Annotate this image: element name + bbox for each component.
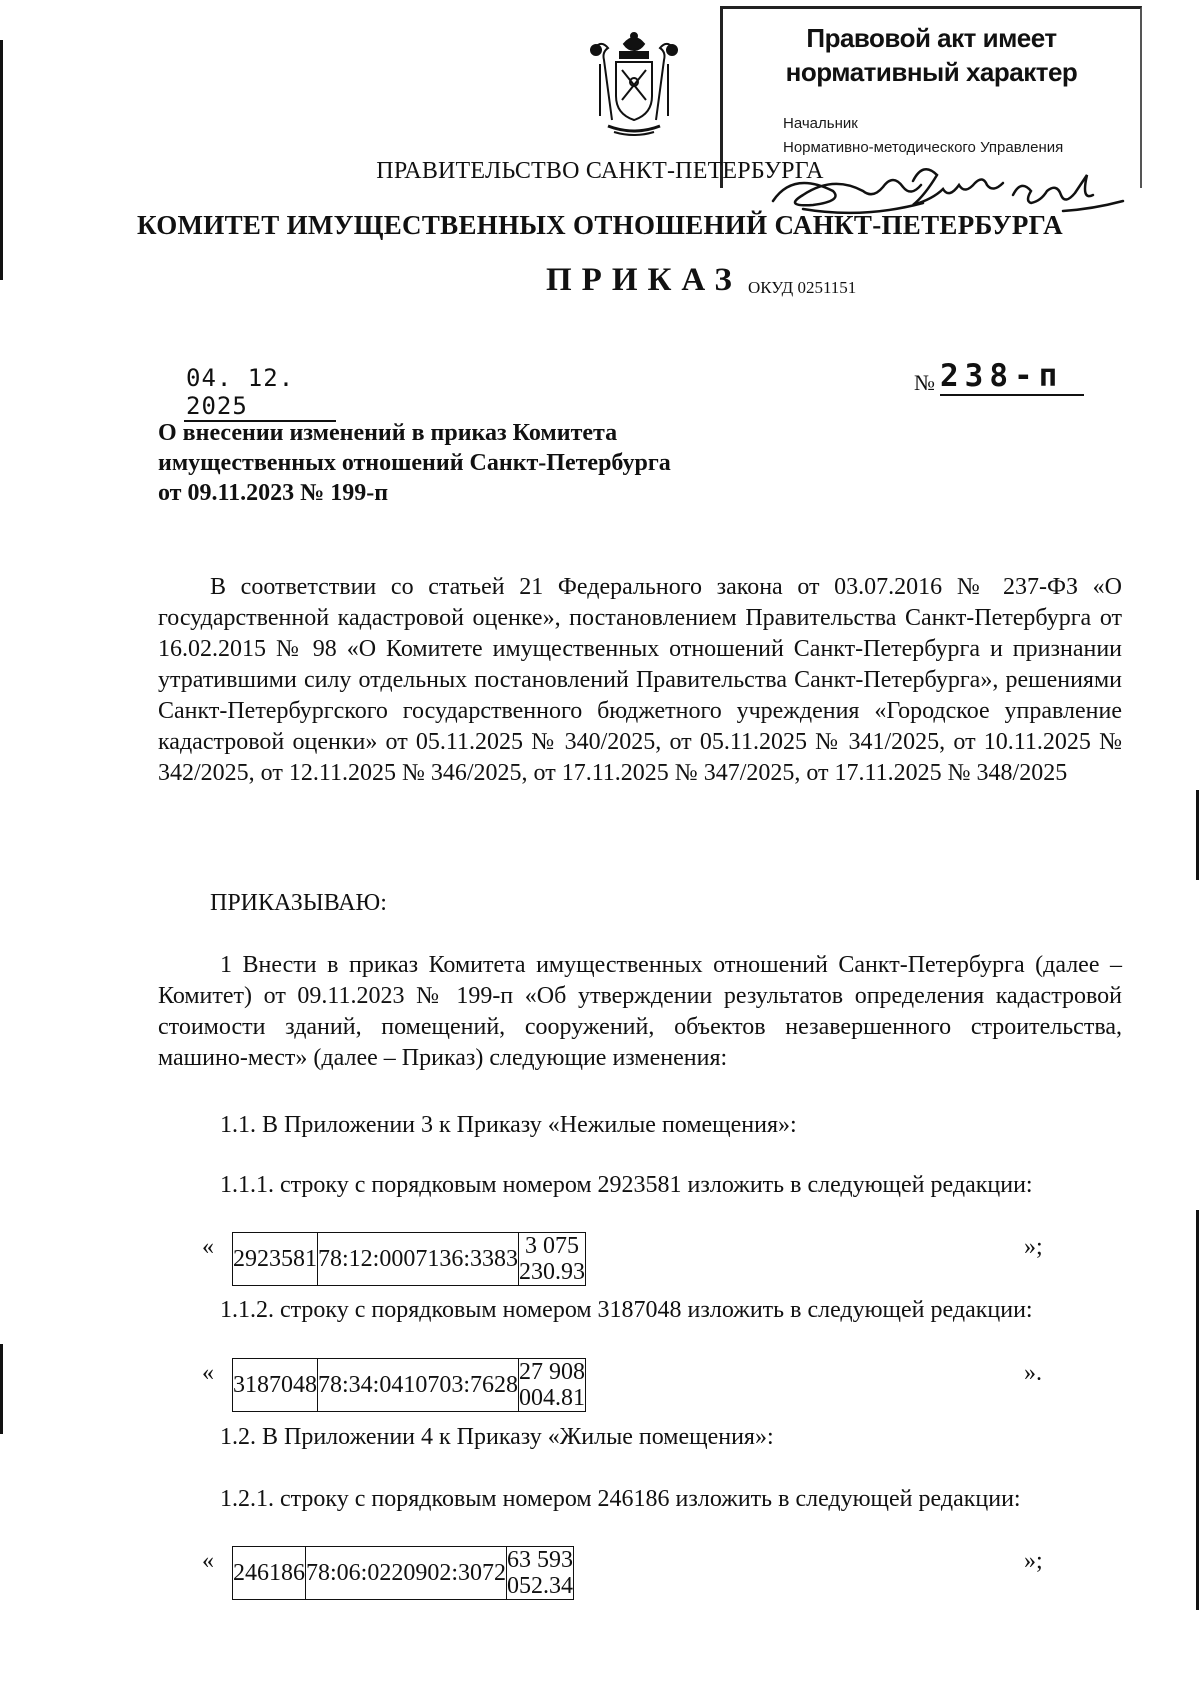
close-quote: ». bbox=[1024, 1360, 1042, 1386]
document-date: 04. 12. 2025 bbox=[184, 364, 336, 422]
scan-edge-right bbox=[1196, 1210, 1199, 1610]
subject-line-3: от 09.11.2023 № 199-п bbox=[158, 480, 389, 506]
seq-number-cell: 3187048 bbox=[233, 1359, 318, 1412]
close-quote: »; bbox=[1024, 1548, 1043, 1574]
cadastral-number-cell: 78:34:0410703:7628 bbox=[318, 1359, 519, 1412]
coat-of-arms-emblem bbox=[586, 30, 682, 138]
close-quote: »; bbox=[1024, 1234, 1043, 1260]
number-sign: № bbox=[914, 370, 935, 395]
row-table bbox=[232, 1232, 586, 1286]
document-subject bbox=[158, 418, 671, 508]
cadastral-number-cell: 78:06:0220902:3072 bbox=[306, 1547, 507, 1600]
table-row bbox=[233, 1359, 586, 1412]
order-word: ПРИКАЗЫВАЮ: bbox=[210, 890, 387, 916]
document-number: 238-п bbox=[940, 358, 1084, 396]
item-1-2-1: 1.2.1. строку с порядковым номером 246186 изложить в следующей редакции: bbox=[220, 1486, 1021, 1512]
subject-line-2: имущественных отношений Санкт-Петербурга bbox=[158, 450, 671, 476]
committee-heading: КОМИТЕТ ИМУЩЕСТВЕННЫХ ОТНОШЕНИЙ САНКТ-ПЕТЕРБУРГА bbox=[137, 210, 1063, 240]
government-heading: ПРАВИТЕЛЬСТВО САНКТ-ПЕТЕРБУРГА bbox=[376, 158, 824, 184]
seq-number-cell: 2923581 bbox=[233, 1233, 318, 1286]
document-type-title: ПРИКАЗ bbox=[546, 262, 742, 298]
cadastral-value-cell: 63 593 052.34 bbox=[507, 1547, 574, 1599]
scan-edge-right-mid bbox=[1196, 790, 1199, 880]
open-quote: « bbox=[202, 1548, 214, 1574]
cadastral-number-cell: 78:12:0007136:3383 bbox=[318, 1233, 519, 1286]
item-1-2: 1.2. В Приложении 4 к Приказу «Жилые помещения»: bbox=[220, 1424, 774, 1450]
table-row bbox=[233, 1233, 586, 1286]
item-1-1-2: 1.1.2. строку с порядковым номером 3187048 изложить в следующей редакции: bbox=[220, 1297, 1033, 1323]
row-table bbox=[232, 1546, 574, 1600]
item-1-paragraph: 1 Внести в приказ Комитета имущественных отношений Санкт-Петербурга (далее – Комитет) от 09.11.2023 № 199-п «Об утверждении результатов определения кадастровой стоимости зданий, помещений, сооружений, объектов незавершенного строительства, машино-мест» (далее – Приказ) следующие изменения: bbox=[158, 952, 1122, 1071]
item-1-1: 1.1. В Приложении 3 к Приказу «Нежилые помещения»: bbox=[220, 1112, 797, 1138]
preamble-paragraph: В соответствии со статьей 21 Федерального закона от 03.07.2016 № 237-ФЗ «О государственной кадастровой оценке», постановлением Правительства Санкт-Петербурга от 16.02.2015 № 98 «О Комитете имущественных отношений Санкт-Петербурга и признании утратившими силу отдельных постановлений Правительства Санкт-Петербурга», решениями Санкт-Петербургского государственного бюджетного учреждения «Городское управление кадастровой оценки» от 05.11.2025 № 340/2025, от 05.11.2025 № 341/2025, от 10.11.2025 № 342/2025, от 12.11.2025 № 346/2025, от 17.11.2025 № 347/2025, от 17.11.2025 № 348/2025 bbox=[158, 574, 1122, 786]
cadastral-value-cell: 27 908 004.81 bbox=[519, 1359, 586, 1411]
okud-code: ОКУД 0251151 bbox=[748, 278, 857, 297]
row-table bbox=[232, 1358, 586, 1412]
open-quote: « bbox=[202, 1360, 214, 1386]
open-quote: « bbox=[202, 1234, 214, 1260]
stamp-role-line2: Нормативно-методического Управления bbox=[783, 139, 1064, 156]
item-1-1-1: 1.1.1. строку с порядковым номером 2923581 изложить в следующей редакции: bbox=[220, 1172, 1033, 1198]
scan-edge-left-lower bbox=[0, 1344, 3, 1434]
stamp-title-line2: нормативный характер bbox=[785, 57, 1078, 87]
stamp-role-line1: Начальник bbox=[783, 115, 858, 132]
stamp-title-line1: Правовой акт имеет bbox=[806, 23, 1057, 53]
cadastral-value-cell: 3 075 230.93 bbox=[519, 1233, 586, 1285]
seq-number-cell: 246186 bbox=[233, 1547, 306, 1600]
table-row bbox=[233, 1547, 574, 1600]
subject-line-1: О внесении изменений в приказ Комитета bbox=[158, 420, 618, 446]
